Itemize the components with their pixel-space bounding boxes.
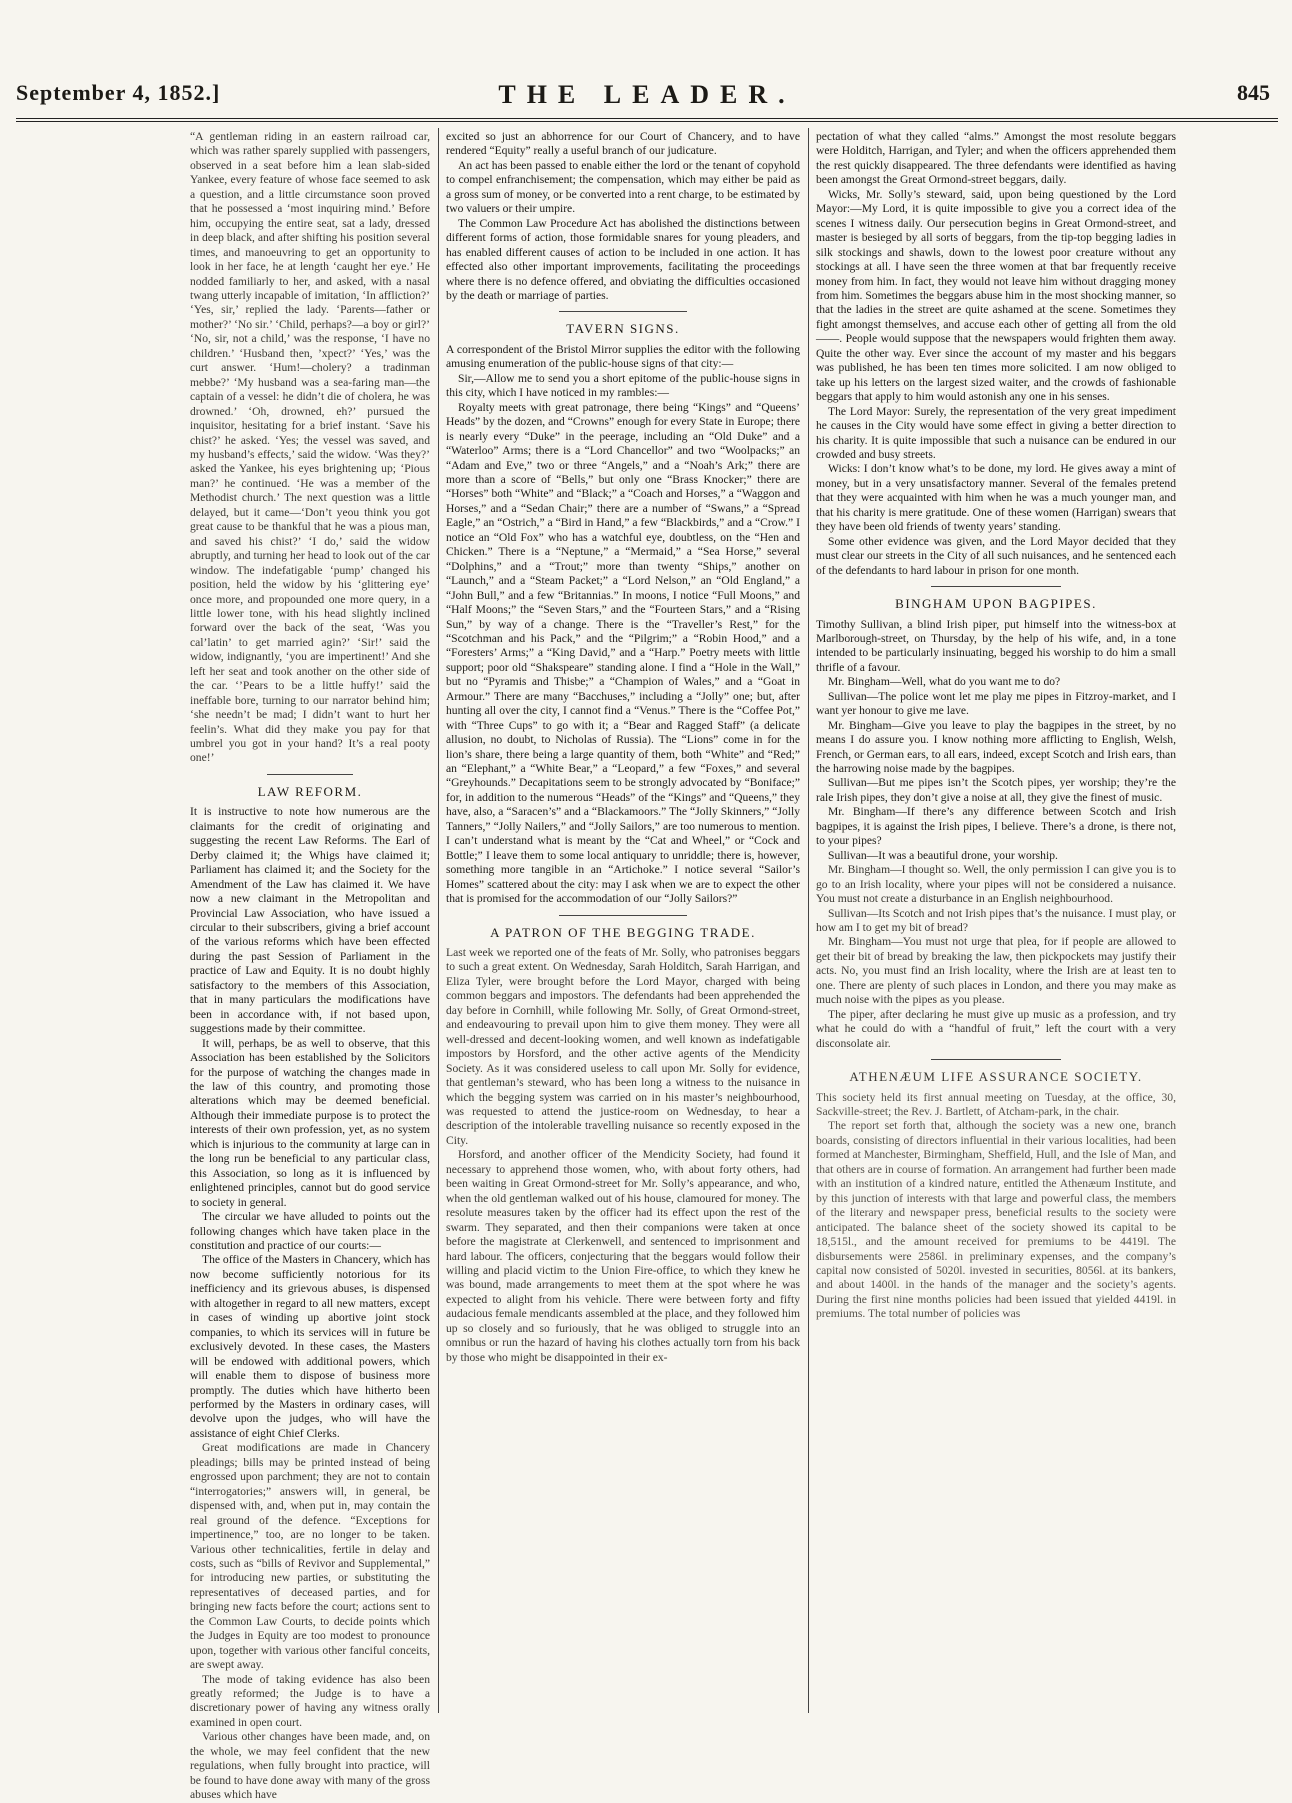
section-rule (931, 1059, 1061, 1060)
header-rule (16, 118, 1278, 119)
article-paragraph: Wicks, Mr. Solly’s steward, said, upon being questioned by the Lord Mayor:—My Lord, it is quite impossible to give you a correct idea of the scenes I witness daily. Our persecution begins in Great Ormond-street, and master is besieged by all sorts of beggars, from the tip-top begging ladies in silk stockings and shawls, down to the lowest poor creature without any stockings at all. I have seen the three women at that bar frequently receive money from him. In fact, they would not leave him without dragging money from him. Sometimes the beggars abuse him in the most shocking manner, so that the ladies in the street are quite ashamed at the scene. Sometimes they fight amongst themselves, and accuse each other of getting all from the old ——. People would suppose that the newspapers would frighten them away. Quite the other way. Ever since the account of my master and his beggars was published, he has been ten times more solicited. I am now obliged to take up his letters on the largest sized waiter, and the crowds of fashionable beggars that apply to him would astonish any one in his senses. (816, 187, 1176, 404)
section-rule (559, 311, 686, 312)
article-paragraph: excited so just an abhorrence for our Court of Chancery, and to have rendered “Equity” really a useful branch of our judicature. (446, 130, 800, 158)
article-paragraph: The circular we have alluded to points out the following changes which have taken place in the constitution and practice of our courts:— (190, 1210, 430, 1252)
article-paragraph: Mr. Bingham—If there’s any difference between Scotch and Irish bagpipes, it is against the Irish pipes, I believe. There’s a drone, is there not, to your pipes? (816, 805, 1176, 848)
article-paragraph: The piper, after declaring he must give up music as a profession, and try what he could do with a “handful of fruit,” left the court with a very disconsolate air. (816, 1007, 1176, 1050)
article-paragraph: Wicks: I don’t know what’s to be done, my lord. He gives away a mint of money, but in a very unsatisfactory manner. Several of the females pretend that they were acquainted with him when he was a much younger man, and that his charity is mere gratitude. One of these women (Harrigan) swears that they have been old friends of twenty years’ standing. (816, 462, 1176, 534)
section-title-athenaeum: ATHENÆUM LIFE ASSURANCE SOCIETY. (849, 1069, 1143, 1085)
header-rule-thin (16, 121, 1278, 122)
article-paragraph: Mr. Bingham—I thought so. Well, the only permission I can give you is to go to an Irish locality, where your pipes will not be considered a nuisance. You must not create a disturbance in an English neighbourhood. (816, 863, 1176, 906)
article-paragraph: pectation of what they called “alms.” Amongst the most resolute beggars were Holditch, Harrigan, and Tyler; and when the officers apprehended them the rest quickly disappeared. The three defendants were identified as having been amongst the Great Ormond-street beggars, daily. (816, 130, 1176, 187)
article-paragraph: Mr. Bingham—You must not urge that plea, for if people are allowed to get their bit of bread by breaking the law, then pickpockets may justify their acts. No, you must find an Irish locality, where the Irish are at least ten to one. There are plenty of such places in London, and there you may make as much noise with the pipes as you please. (816, 935, 1176, 1007)
column-divider-1 (438, 128, 439, 1713)
bingham-bagpipes-article (816, 618, 1176, 1052)
article-paragraph: Mr. Bingham—Well, what do you want me to do? (828, 675, 1061, 689)
yankee-story (190, 130, 430, 766)
story-paragraph: “A gentleman riding in an eastern railroad car, which was rather sparely supplied with passengers, observed in a seat before him a lean slab-sided Yankee, every feature of whose face seemed to ask a question, and a little circumstance soon proved that he possessed a ‘most inquiring mind.’ Before him, occupying the entire seat, sat a lady, dressed in deep black, and after shifting his position several times, and manoeuvring to get an opportunity to look in her face, he at length ‘caught her eye.’ He nodded familiarly to her, and asked, with a nasal twang utterly incapable of imitation, ‘In affliction?’ ‘Yes, sir,’ replied the lady. ‘Parents—father or mother?’ ‘No sir.’ ‘Child, perhaps?—a boy or girl?’ ‘No, sir, not a child,’ was the response, ‘I have no children.’ ‘Husband then, ’xpect?’ ‘Yes,’ was the curt answer. ‘Hum!—cholery? a tradinman mebbe?’ ‘My husband was a sea-faring man—the captain of a vessel: he didn’t die of cholera, he was drowned.’ ‘Oh, drowned, eh?’ pursued the inquisitor, hesitating for a brief instant. ‘Save his chist?’ he asked. ‘Yes; the vessel was saved, and my husband’s effects,’ said the widow. ‘Was they?’ asked the Yankee, his eyes brightening up; ‘Pious man?’ he continued. ‘He was a member of the Methodist church.’ The next question was a little delayed, but it came—‘Don’t yeou think you got great cause to be thankful that he was a pious man, and saved his chist?’ ‘I do,’ said the widow abruptly, and turning her head to look out of the car window. The indefatigable ‘pump’ changed his position, held the widow by his ‘glittering eye’ once more, and propounded one more query, in a little lower tone, with his head slightly inclined forward over the back of the seat, ‘Was you cal’latin’ to get married agin?’ ‘Sir!’ said the widow, indignantly, ‘you are impertinent!’ And she left her seat and took another on the other side of the car. ‘’Pears to be a little huffy!’ said the ineffable bore, turning to our narrator behind him; ‘she needn’t be mad; I didn’t want to hurt her feelin’s. What did they make you pay for that umbrel you got in your hand? It’s a real pooty one!’ (190, 130, 430, 765)
section-rule (931, 586, 1061, 587)
column-2 (446, 130, 800, 1710)
section-title-bingham-bagpipes: BINGHAM UPON BAGPIPES. (895, 596, 1097, 612)
article-paragraph: It is instructive to note how numerous are the claimants for the credit of originating and suggesting the recent Law Reforms. The Earl of Derby claimed it; the Whigs have claimed it; Parliament has claimed it; and the Society for the Amendment of the Law has claimed it. We have now a new claimant in the Metropolitan and Provincial Law Association, who have issued a circular to their subscribers, giving a brief account of the various reforms which have been effected during the past Session of Parliament in the practice of Law and Equity. It is no doubt highly satisfactory to the members of this Association, that in many particulars the modifications have been in accordance with, if not based upon, suggestions made by their committee. (190, 805, 430, 1036)
article-paragraph: The report set forth that, although the society was a new one, branch boards, consisting of directors influential in their various localities, had been formed at Manchester, Birmingham, Sheffield, Hull, and the Isle of Man, and that others are in course of formation. An arrangement had further been made with an institution of a kindred nature, entitled the Athenæum Institute, and by this junction of interests with that large and powerful class, the members of the literary and newspaper press, beneficial results to the society were anticipated. The balance sheet of the society showed its capital to be 18,515l., and the amount received for premiums to be 4419l. The disbursements were 2586l. in preliminary expenses, and the company’s capital now consisted of 5020l. invested in securities, 8056l. at its bankers, and about 1400l. in the hands of the manager and the society’s agents. During the first nine months policies had been issued that yielded 4419l. in premiums. The total number of policies was (816, 1119, 1176, 1321)
patron-begging-continued (816, 130, 1176, 578)
article-paragraph: Horsford, and another officer of the Mendicity Society, had found it necessary to apprehend those women, who, with about forty others, had been waiting in Great Ormond-street for Mr. Solly’s appearance, and who, when the old gentleman walked out of his house, clamoured for money. The resolute measures taken by the officer had its effect upon the rest of the swarm. They separated, and then their companions were taken at once before the magistrate at Clerkenwell, and sentenced to imprisonment and hard labour. The officers, conjecturing that the beggars would follow their willing and placid victim to the Union Fire-office, to which they knew he was bound, made arrangements to meet them at the spot where he was expected to alight from his vehicle. There were between forty and fifty audacious female mendicants assembled at the place, and they followed him up so closely and so furiously, that he was obliged to struggle into an omnibus or run the hazard of having his clothes actually torn from his back by those who might be disappointed in their ex- (446, 1148, 800, 1364)
law-reform-continued (446, 130, 800, 303)
column-1 (190, 130, 430, 1802)
page-number: 845 (1237, 80, 1270, 105)
article-paragraph: Some other evidence was given, and the Lord Mayor decided that they must clear our streets in the City of all such nuisances, and he sentenced each of the defendants to hard labour in prison for one month. (816, 534, 1176, 577)
section-title-law-reform: LAW REFORM. (257, 783, 363, 799)
article-paragraph: The office of the Masters in Chancery, which has now become sufficiently notorious for its inefficiency and its grievous abuses, is dispensed with altogether in regard to all new matters, except in cases of winding up abortive joint stock companies, to which its services will in future be exclusively devoted. In these cases, the Masters will be endowed with additional powers, which will enable them to dispose of business more promptly. The duties which have hitherto been performed by the Masters in ordinary cases, will devolve upon the judges, who will have the assistance of eight Chief Clerks. (190, 1253, 430, 1440)
section-rule (267, 774, 353, 775)
header-date: September 4, 1852.] (16, 80, 221, 105)
section-rule (559, 915, 686, 916)
tavern-signs-article (446, 343, 800, 907)
article-paragraph: It will, perhaps, be as well to observe, that this Association has been established by the Solicitors for the purpose of watching the changes made in the law of this country, and promoting those alterations which may be deemed beneficial. Although their immediate purpose is to protect the interests of their own profession, yet, as no system which is injurious to the community at large can in the long run be beneficial to any particular class, this Association, so long as it is influenced by enlightened principles, cannot but do good service to society in general. (190, 1036, 430, 1209)
article-paragraph: Various other changes have been made, and, on the whole, we may feel confident that the new regulations, when fully brought into practice, will be found to have done away with many of the gross abuses which have (190, 1730, 430, 1802)
article-paragraph: Sir,—Allow me to send you a short epitome of the public-house signs in this city, which I have noticed in my rambles:— (446, 371, 800, 400)
article-paragraph: The Common Law Procedure Act has abolished the distinctions between different forms of action, those formidable snares for young pleaders, and has enabled different causes of action to be included in one action. It has effected also other important improvements, facilitating the proceedings where there is no defence offered, and obviating the difficulties occasioned by the death or marriage of parties. (446, 216, 800, 302)
article-paragraph: A correspondent of the Bristol Mirror supplies the editor with the following amusing enumeration of the public-house signs of that city:— (446, 342, 800, 371)
article-paragraph: Sullivan—The police wont let me play me pipes in Fitzroy-market, and I want yer honour to give me lave. (816, 689, 1176, 718)
article-paragraph: Royalty meets with great patronage, there being “Kings” and “Queens’ Heads” by the dozen, and “Crowns” enough for every State in Europe; there is nearly every “Duke” in the peerage, including an “Old Duke” and a “Waterloo” Arms; there is a “Lord Chancellor” and two “Woolpacks;” an “Adam and Eve,” two or three “Angels,” and a “Noah’s Ark;” there are more than a score of “Bells,” but only one “Brass Knocker;” there are “Horses” both “White” and “Black;” a “Coach and Horses,” a “Waggon and Horses,” and a “Sedan Chair;” there are a number of “Swans,” a “Spread Eagle,” an “Ostrich,” a “Bird in Hand,” a few “Blackbirds,” and a “Crow.” I notice an “Old Fox” who has a watchful eye, doubtless, on the “Hen and Chicken.” There is a “Neptune,” a “Mermaid,” a “Sea Horse,” several “Dolphins,” and a “Trout;” more than twenty “Ships,” another on “Launch,” and a “Steam Packet;” a “Lord Nelson,” an “Old England,” a “John Bull,” and a few “Britannias.” In moons, I notice “Full Moons,” and “Half Moons;” the “Seven Stars,” and the “Fourteen Stars,” and a “Rising Sun,” by way of a change. There is the “Traveller’s Rest,” for the “Scotchman and his Pack,” and the “Pilgrim;” a “Robin Hood,” and a “Foresters’ Arms;” a “King David,” and a “Harp.” Poetry meets with little support; poor old “Shakspeare” standing alone. I find a “Hole in the Wall,” but no “Pyramis and Thisbe;” a “Champion of Wales,” and a “Goat in Armour.” There are many “Bacchuses,” including a “Jolly” one; but, after hunting all over the city, I cannot find a “Venus.” There is the “Coffee Pot,” with “Three Cups” to go with it; a “Bear and Ragged Staff” (a delicate allusion, no doubt, to Nicholas of Russia). The “Lions” come in for the lion’s share, there being a large quantity of them, both “White” and “Red;” an “Elephant,” a “White Bear,” a “Leopard,” a few “Foxes,” and several “Greyhounds.” Decapitations seem to be strongly advocated by “Boniface;” for, in addition to the numerous “Heads” of the “Kings” and “Queens,” they have, also, a “Saracen’s” and a “Blackamoors.” The “Jolly Skinners,” “Jolly Tanners,” “Jolly Nailers,” and “Jolly Sailors,” are too numerous to mention. I can’t understand what is meant by the “Cat and Wheel,” or “Cock and Bottle;” I leave them to some local antiquary to unriddle; there is, however, something more tangible in an “Artichoke.” I notice several “Sailor’s Homes” scattered about the city: may I ask when we are to expect the other that is promised for the accommodation of our “Jolly Sailors?” (446, 400, 800, 906)
article-paragraph: The mode of taking evidence has also been greatly reformed; the Judge is to have a discretionary power of having any witness orally examined in open court. (190, 1672, 430, 1729)
athenaeum-article (816, 1091, 1176, 1322)
column-3 (816, 130, 1176, 1710)
section-title-tavern-signs: TAVERN SIGNS. (566, 321, 680, 337)
page-header (16, 80, 1278, 112)
patron-begging-article (446, 946, 800, 1365)
masthead-title: THE LEADER. (498, 80, 796, 109)
article-paragraph: Sullivan—Its Scotch and not Irish pipes that’s the nuisance. I must play, or how am I to get my bit of bread? (816, 906, 1176, 935)
article-paragraph: Sullivan—It was a beautiful drone, your worship. (828, 848, 1058, 862)
article-paragraph: Sullivan—But me pipes isn’t the Scotch pipes, yer worship; they’re the rale Irish pipes, they don’t give a noise at all, they give the finest of music. (816, 776, 1176, 804)
article-paragraph: The Lord Mayor: Surely, the representation of the very great impediment he causes in the City would have some effect in giving a better direction to his charity. It is quite impossible that such a nuisance can be endured in our crowded and busy streets. (816, 404, 1176, 461)
article-paragraph: Mr. Bingham—Give you leave to play the bagpipes in the street, by no means I do assure you. I know nothing more afflicting to English, Welsh, French, or German ears, to all ears, indeed, except Scotch and Irish ears, than the harrowing noise made by the bagpipes. (816, 718, 1176, 776)
article-paragraph: An act has been passed to enable either the lord or the tenant of copyhold to compel enfranchisement; the compensation, which may either be paid as a gross sum of money, or be converted into a rent charge, to be estimated by two valuers or their umpire. (446, 158, 800, 216)
column-divider-2 (808, 128, 809, 1713)
article-paragraph: Timothy Sullivan, a blind Irish piper, put himself into the witness-box at Marlborough-street, on Thursday, by the help of his wife, and, in a tone intended to be particularly insinuating, begged his worship to do him a small thrifle of a favour. (816, 617, 1176, 674)
article-paragraph: This society held its first annual meeting on Tuesday, at the office, 30, Sackville-street; the Rev. J. Bartlett, of Atcham-park, in the chair. (816, 1090, 1176, 1118)
article-paragraph: Last week we reported one of the feats of Mr. Solly, who patronises beggars to such a great extent. On Wednesday, Sarah Holditch, Sarah Harrigan, and Eliza Tyler, were brought before the Lord Mayor, charged with being common beggars and impostors. The defendants had been apprehended the day before in Cornhill, while following Mr. Solly, of Great Ormond-street, and endeavouring to prevail upon him to give them money. They were all well-dressed and decent-looking women, and well known as indefatigable impostors by Horsford, and the other active agents of the Mendicity Society. As it was considered useless to call upon Mr. Solly for evidence, that gentleman’s steward, who has been long a witness to the nuisance in which the begging system was carried on in his master’s neighbourhood, was requested to attend the justice-room on Wednesday, to hear a description of the intolerable travelling nuisance so recently exposed in the City. (446, 946, 800, 1147)
law-reform-article (190, 805, 430, 1802)
article-paragraph: Great modifications are made in Chancery pleadings; bills may be printed instead of being engrossed upon parchment; they are not to contain “interrogatories;” answers will, in general, be dispensed with, and, when put in, may contain the real ground of the defence. “Exceptions for impertinence,” too, are no longer to be taken. Various other technicalities, fertile in delay and costs, such as “bills of Revivor and Supplemental,” for introducing new parties, or substituting the representatives of deceased parties, and for bringing new facts before the court; actions sent to the Common Law Courts, to decide points which the Judges in Equity are too modest to pronounce upon, together with various other fanciful conceits, are swept away. (190, 1441, 430, 1672)
section-title-patron-begging: A PATRON OF THE BEGGING TRADE. (490, 924, 756, 940)
